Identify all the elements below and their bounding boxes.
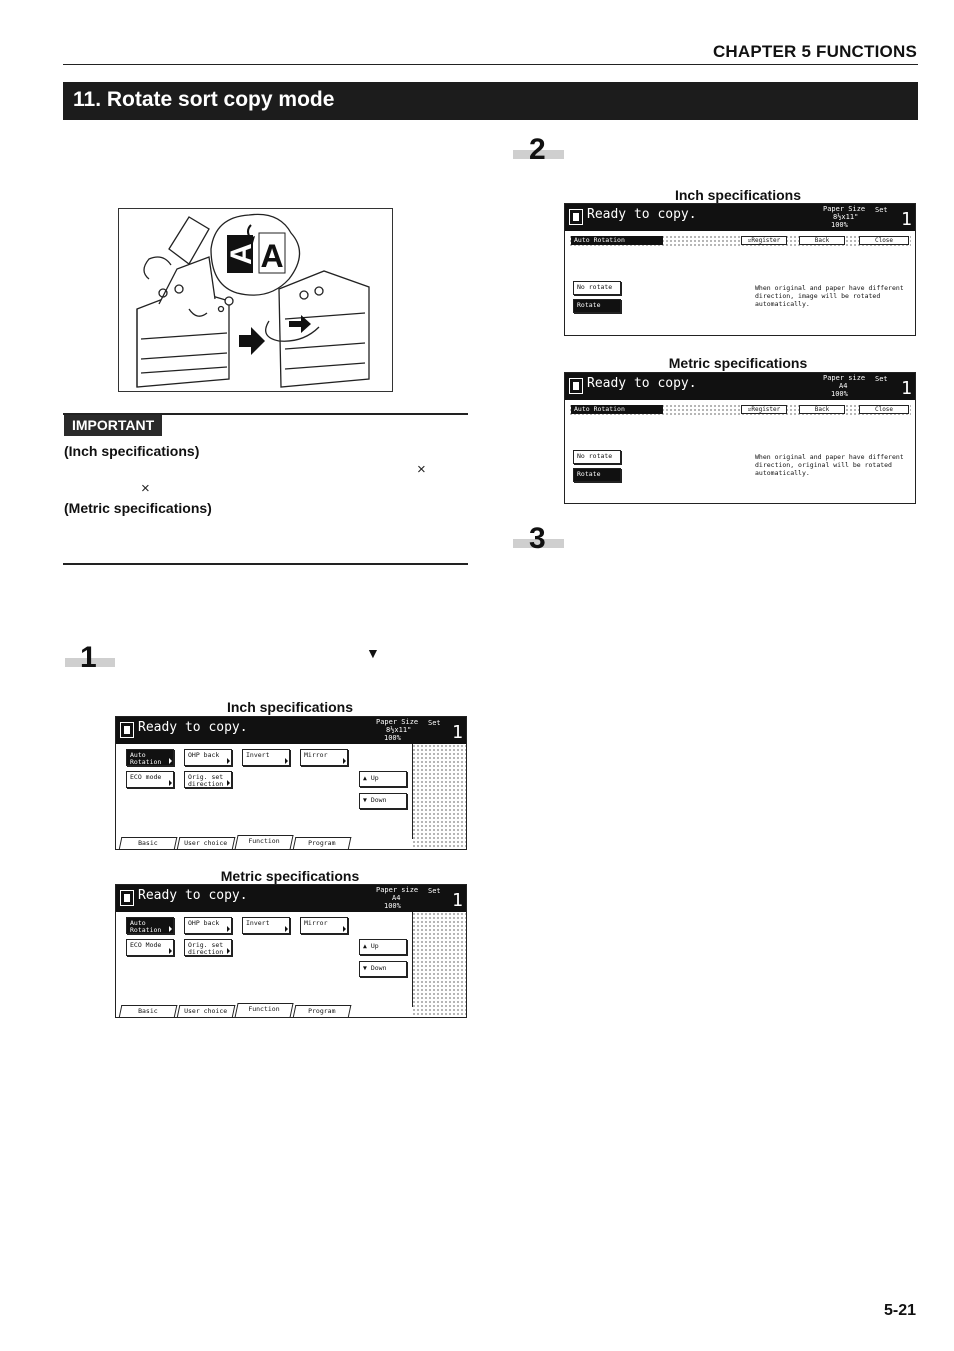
page-number: 5-21 [883, 1302, 916, 1319]
close-label: Close [874, 406, 894, 413]
eco-mode-button[interactable] [126, 939, 174, 956]
tab-function[interactable] [234, 1003, 293, 1018]
rotation-message: When original and paper have different direction, original will be rotated automatically. [755, 453, 904, 477]
copy-icon [569, 209, 583, 225]
auto-rotation-label: Auto Rotation [130, 919, 162, 934]
ohp-back-button[interactable] [184, 917, 232, 934]
invert-label: Invert [246, 919, 270, 927]
mirror-button[interactable] [300, 917, 348, 934]
screen-status-bar [565, 373, 915, 400]
caption-metric: Metric specifications [668, 355, 808, 371]
register-icon: ☑ [747, 406, 752, 413]
ready-message: Ready to copy. [587, 207, 697, 222]
up-button[interactable] [359, 771, 407, 787]
mirror-label: Mirror [304, 919, 328, 927]
register-icon: ☑ [747, 237, 752, 244]
important-inch-label: (Inch specifications) [64, 443, 200, 459]
copy-icon [120, 722, 134, 738]
auto-rotation-screen-inch [564, 203, 916, 336]
tab-basic-label: Basic [138, 1007, 158, 1015]
zoom-value: 100% [384, 734, 401, 742]
register-label: Register [751, 406, 781, 413]
paper-size-label: Paper Size [376, 718, 419, 726]
eco-mode-label: ECO Mode [130, 941, 162, 949]
function-screen-metric [115, 884, 467, 1018]
step-number: 1 [80, 641, 97, 674]
down-triangle-icon: ▼ [363, 964, 371, 972]
rotation-header-bar [569, 235, 911, 246]
down-button[interactable] [359, 793, 407, 809]
paper-size-value: A4 [392, 894, 401, 902]
tab-program-label: Program [308, 839, 336, 847]
copy-icon [120, 890, 134, 906]
times-symbol: × [141, 480, 150, 497]
up-triangle-icon: ▲ [363, 942, 371, 950]
rotate-button[interactable] [573, 299, 621, 313]
tab-user-choice-label: User choice [184, 839, 228, 847]
paper-size-value: 8½x11" [833, 213, 859, 221]
tab-basic-label: Basic [138, 839, 158, 847]
caption-metric: Metric specifications [220, 868, 360, 884]
tab-program-label: Program [308, 1007, 336, 1015]
tab-basic[interactable] [119, 1005, 178, 1018]
up-label: Up [370, 774, 379, 782]
tab-program[interactable] [293, 837, 352, 850]
close-label: Close [874, 237, 894, 244]
important-metric-label: (Metric specifications) [64, 500, 212, 516]
eco-mode-label: ECO mode [130, 773, 162, 781]
register-label: Register [751, 237, 781, 244]
down-triangle-icon: ▼ [363, 796, 371, 804]
ready-message: Ready to copy. [587, 376, 697, 391]
down-button[interactable] [359, 961, 407, 977]
paper-size-label: Paper size [823, 374, 866, 382]
tab-program[interactable] [293, 1005, 352, 1018]
down-triangle-icon: ▼ [366, 645, 380, 661]
screen-dot-pattern [412, 744, 467, 850]
paper-size-value: A4 [839, 382, 848, 390]
copy-icon [569, 378, 583, 394]
invert-button[interactable] [242, 749, 290, 766]
ready-message: Ready to copy. [138, 720, 248, 735]
copy-count: 1 [452, 890, 463, 911]
zoom-value: 100% [831, 390, 848, 398]
rotation-title: Auto Rotation [571, 236, 663, 245]
rotation-title: Auto Rotation [571, 405, 663, 414]
tab-user-choice-label: User choice [184, 1007, 228, 1015]
tab-user-choice[interactable] [177, 1005, 236, 1018]
chapter-heading: CHAPTER 5 FUNCTIONS [712, 42, 917, 61]
rotation-message: When original and paper have different direction, image will be rotated automatically. [755, 284, 904, 308]
rotate-label: Rotate [577, 301, 601, 309]
header-rule [63, 64, 918, 65]
register-button[interactable] [741, 405, 787, 414]
invert-label: Invert [246, 751, 270, 759]
rotation-header-bar [569, 404, 911, 415]
set-label: Set [875, 206, 888, 214]
screen-status-bar [565, 204, 915, 231]
rotate-sort-illustration [118, 208, 393, 392]
mirror-label: Mirror [304, 751, 328, 759]
step-number: 3 [529, 522, 546, 555]
back-label: Back [814, 237, 830, 244]
up-button[interactable] [359, 939, 407, 955]
no-rotate-label: No rotate [577, 283, 613, 291]
mirror-button[interactable] [300, 749, 348, 766]
function-screen-inch [115, 716, 467, 850]
tab-function[interactable] [234, 835, 293, 850]
ohp-back-label: OHP back [188, 751, 220, 759]
tab-user-choice[interactable] [177, 837, 236, 850]
screen-dot-pattern [412, 912, 467, 1018]
svg-text:A: A [260, 238, 284, 274]
orig-set-direction-button[interactable] [184, 939, 232, 956]
orig-set-direction-label: Orig. set direction [188, 941, 224, 956]
set-label: Set [428, 887, 441, 895]
ohp-back-label: OHP back [188, 919, 220, 927]
down-label: Down [370, 964, 387, 972]
svg-text:A: A [225, 243, 258, 265]
tab-function-label: Function [248, 837, 280, 845]
back-button[interactable] [799, 405, 845, 414]
caption-inch: Inch specifications [226, 699, 354, 715]
no-rotate-button[interactable] [573, 281, 621, 295]
tab-basic[interactable] [119, 837, 178, 850]
down-label: Down [370, 796, 387, 804]
invert-button[interactable] [242, 917, 290, 934]
zoom-value: 100% [384, 902, 401, 910]
important-bottom-rule [63, 563, 468, 565]
rotate-label: Rotate [577, 470, 601, 478]
tab-function-label: Function [248, 1005, 280, 1013]
back-label: Back [814, 406, 830, 413]
set-label: Set [875, 375, 888, 383]
paper-size-label: Paper size [376, 886, 419, 894]
close-button[interactable] [859, 236, 909, 245]
register-button[interactable] [741, 236, 787, 245]
caption-inch: Inch specifications [674, 187, 802, 203]
rotate-button[interactable] [573, 468, 621, 482]
section-title-text: 11. Rotate sort copy mode [73, 88, 335, 111]
times-symbol: × [417, 461, 426, 478]
zoom-value: 100% [831, 221, 848, 229]
no-rotate-label: No rotate [577, 452, 613, 460]
auto-rotation-screen-metric [564, 372, 916, 504]
up-label: Up [370, 942, 379, 950]
section-title [63, 82, 918, 120]
close-button[interactable] [859, 405, 909, 414]
screen-status-bar [116, 717, 466, 744]
copy-count: 1 [452, 722, 463, 743]
step-number: 2 [529, 133, 546, 166]
eco-mode-button[interactable] [126, 771, 174, 788]
paper-size-label: Paper Size [823, 205, 866, 213]
copier-drawing [119, 209, 392, 391]
paper-size-value: 8½x11" [386, 726, 412, 734]
copy-count: 1 [901, 378, 912, 399]
orig-set-direction-label: Orig. set direction [188, 773, 224, 788]
auto-rotation-label: Auto Rotation [130, 751, 162, 766]
back-button[interactable] [799, 236, 845, 245]
auto-rotation-button[interactable] [126, 749, 174, 766]
up-triangle-icon: ▲ [363, 774, 371, 782]
set-label: Set [428, 719, 441, 727]
orig-set-direction-button[interactable] [184, 771, 232, 788]
ohp-back-button[interactable] [184, 749, 232, 766]
ready-message: Ready to copy. [138, 888, 248, 903]
important-tag: IMPORTANT [64, 415, 162, 436]
no-rotate-button[interactable] [573, 450, 621, 464]
screen-status-bar [116, 885, 466, 912]
copy-count: 1 [901, 209, 912, 230]
auto-rotation-button[interactable] [126, 917, 174, 934]
